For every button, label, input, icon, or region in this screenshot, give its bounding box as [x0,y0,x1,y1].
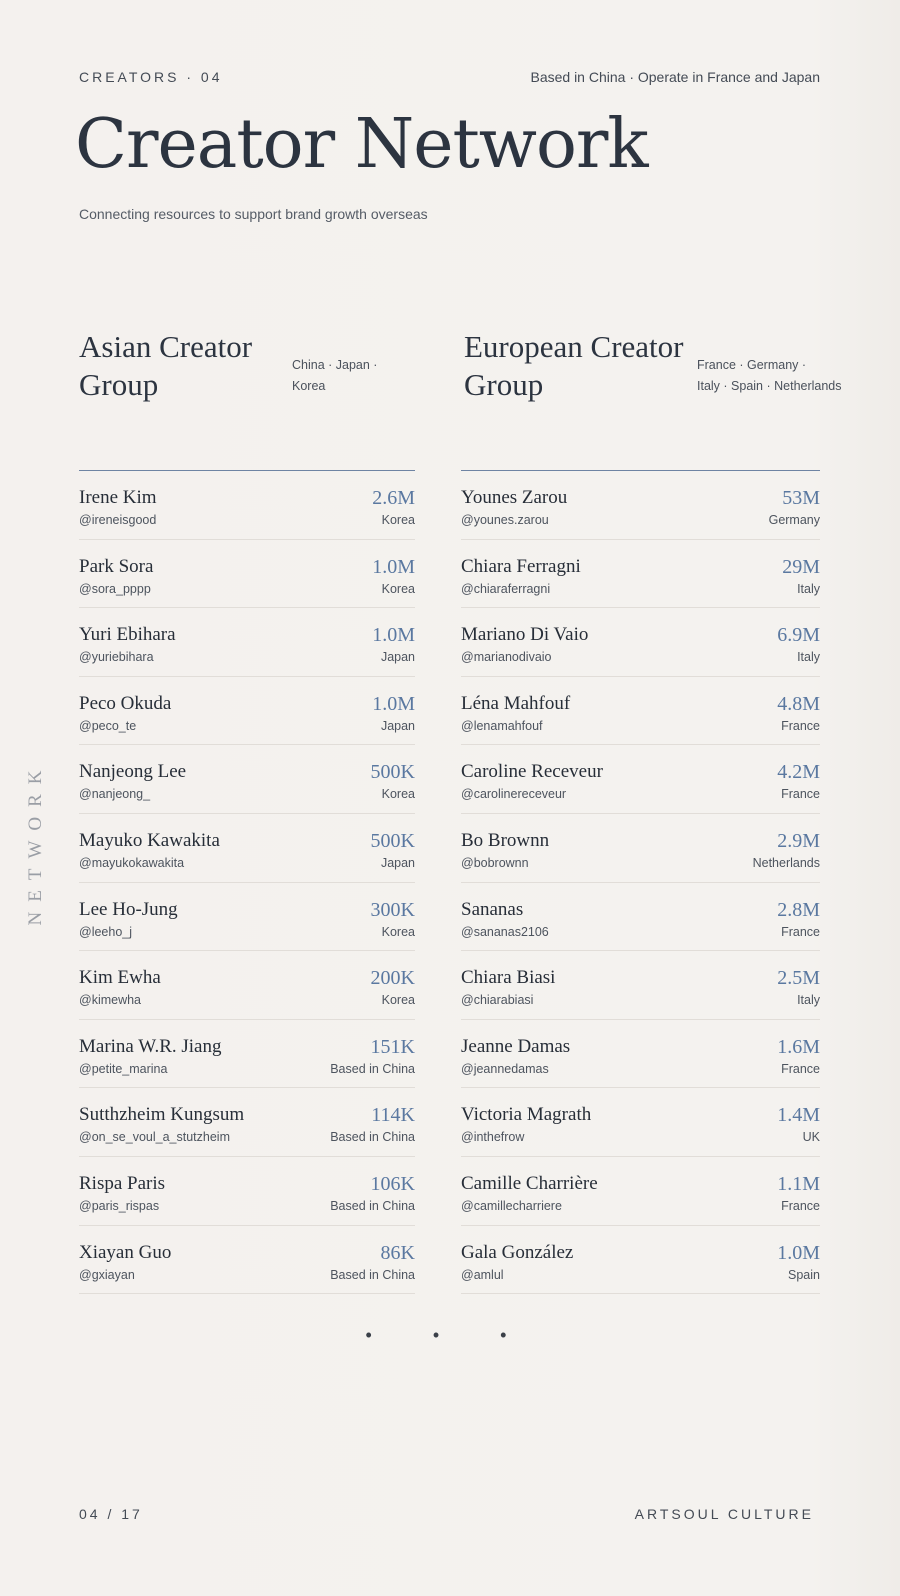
list-item [79,1088,415,1157]
follower-count: 86K [380,1241,415,1264]
list-item [461,814,820,883]
follower-count: 200K [370,967,415,990]
list-item [79,677,415,746]
follower-count: 1.0M [372,624,415,647]
list-item [79,883,415,952]
creator-handle: @leeho_j [79,924,133,939]
creator-handle: @peco_te [79,718,137,733]
creator-handle: @chiarabiasi [461,993,534,1008]
page-subtitle: Connecting resources to support brand growth overseas [79,206,428,222]
follower-count: 2.6M [372,487,415,509]
creator-name: Sananas [461,898,524,920]
follower-count: 1.0M [372,555,415,578]
based-location: Based in China · Operate in France and Japan [530,69,820,85]
creator-name: Sutthzheim Kungsum [79,1104,245,1126]
creator-name: Camille Charrière [461,1172,598,1194]
list-item [79,540,415,609]
page-title: Creator Network [75,105,648,184]
creator-handle: @camillecharriere [461,1198,562,1213]
europe-group-title-line2: Group [464,367,544,402]
list-item [79,471,415,540]
creator-name: Younes Zarou [461,487,568,508]
asia-group-regions [292,355,377,397]
creator-location: France [781,718,820,733]
asia-creator-list [79,470,415,1294]
creator-name: Lee Ho-Jung [79,898,178,920]
europe-regions-line2: Italy · Spain · Netherlands [697,379,842,393]
list-item [79,1226,415,1295]
creator-name: Gala González [461,1241,574,1263]
creator-location: Japan [380,718,415,733]
creator-location: Based in China [330,1061,415,1076]
creator-handle: @on_se_voul_a_stutzheim [79,1130,230,1145]
creator-location: Korea [381,513,415,527]
europe-regions-line1: France · Germany · [697,358,807,372]
creator-handle: @bobrownn [461,855,529,870]
follower-count: 1.1M [777,1172,820,1195]
creator-handle: @chiaraferragni [461,581,551,596]
follower-count: 2.8M [777,898,820,921]
creator-location: Italy [797,650,820,665]
creator-name: Bo Brownn [461,829,550,851]
creator-name: Park Sora [79,555,154,577]
follower-count: 53M [782,487,820,509]
list-item [461,540,820,609]
follower-count: 1.0M [777,1241,820,1264]
creator-location: France [781,1198,820,1213]
follower-count: 1.4M [777,1104,820,1127]
follower-count: 2.5M [777,967,820,990]
creator-location: Korea [381,993,415,1008]
follower-count: 1.6M [777,1035,820,1058]
creator-handle: @carolinereceveur [461,787,567,802]
list-item [461,1020,820,1089]
list-item [461,677,820,746]
asia-regions-line2: Korea [292,379,326,393]
creator-name: Victoria Magrath [461,1104,592,1126]
follower-count: 114K [371,1104,415,1127]
creator-handle: @jeannedamas [461,1061,549,1076]
creator-handle: @petite_marina [79,1061,168,1076]
creator-location: Italy [797,993,820,1008]
creator-location: Korea [381,787,415,802]
creator-location: Based in China [330,1130,415,1145]
creator-name: Chiara Ferragni [461,555,581,577]
europe-group-title-line1: European Creator [464,329,684,364]
follower-count: 151K [370,1035,415,1058]
follower-count: 4.2M [777,761,820,784]
creator-name: Peco Okuda [79,692,172,714]
creator-name: Mariano Di Vaio [461,624,589,646]
list-item [79,1157,415,1226]
creator-handle: @yuriebihara [79,650,154,665]
list-item [461,1157,820,1226]
follower-count: 29M [782,555,820,578]
list-item [461,951,820,1020]
europe-group-title [464,328,683,404]
creator-name: Nanjeong Lee [79,761,187,783]
asia-group-title-line1: Asian Creator [79,329,253,364]
asia-group-title [79,328,252,404]
creator-handle: @younes.zarou [461,513,549,527]
creator-handle: @inthefrow [461,1130,525,1145]
creator-location: Italy [797,581,820,596]
creator-name: Mayuko Kawakita [79,829,220,851]
follower-count: 4.8M [777,692,820,715]
side-label: NETWORK [25,760,46,926]
list-item [461,1226,820,1295]
creator-handle: @marianodivaio [461,650,552,665]
creator-location: France [781,787,820,802]
creator-name: Kim Ewha [79,967,161,989]
creator-name: Léna Mahfouf [461,692,571,714]
creator-handle: @sora_pppp [79,581,151,596]
creator-name: Marina W.R. Jiang [79,1035,222,1057]
creator-name: Caroline Receveur [461,761,603,783]
creator-location: Based in China [330,1198,415,1213]
follower-count: 1.0M [372,692,415,715]
list-item [79,745,415,814]
creator-location: Spain [788,1267,820,1282]
creator-handle: @ireneisgood [79,513,157,527]
follower-count: 300K [370,898,415,921]
asia-group-title-line2: Group [79,367,159,402]
creator-name: Xiayan Guo [79,1241,172,1263]
creator-handle: @kimewha [79,993,142,1008]
follower-count: 106K [370,1172,415,1195]
follower-count: 6.9M [777,624,820,647]
list-item [79,1020,415,1089]
creator-name: Chiara Biasi [461,967,556,989]
follower-count: 500K [370,829,415,852]
creator-location: Korea [381,924,415,939]
list-item [79,814,415,883]
list-item [461,745,820,814]
creator-location: UK [802,1130,820,1145]
creator-location: Korea [381,581,415,596]
creator-handle: @gxiayan [79,1267,135,1282]
eyebrow: CREATORS · 04 [79,69,223,85]
creator-location: Based in China [330,1267,415,1282]
list-item [461,883,820,952]
creator-handle: @lenamahfouf [461,718,543,733]
creator-name: Rispa Paris [79,1172,166,1194]
page-number: 04 / 17 [79,1506,143,1522]
creator-handle: @nanjeong_ [79,787,151,802]
creator-location: Netherlands [752,855,820,870]
list-item [461,608,820,677]
list-item [461,1088,820,1157]
creator-handle: @mayukokawakita [79,855,185,870]
creator-name: Jeanne Damas [461,1035,571,1057]
europe-creator-list [461,470,820,1294]
page-dots: • • • [365,1325,535,1345]
follower-count: 2.9M [777,829,820,852]
asia-regions-line1: China · Japan · [292,358,378,372]
list-item [79,951,415,1020]
follower-count: 500K [370,761,415,784]
creator-location: Japan [380,650,415,665]
creator-location: Germany [768,513,820,527]
creator-name: Yuri Ebihara [79,624,176,646]
europe-group-regions [697,355,842,397]
list-item [461,471,820,540]
creator-handle: @paris_rispas [79,1198,160,1213]
creator-handle: @sananas2106 [461,924,549,939]
list-item [79,608,415,677]
creator-location: France [781,1061,820,1076]
creator-name: Irene Kim [79,487,157,508]
creator-location: France [781,924,820,939]
brand-name: ARTSOUL CULTURE [634,1506,814,1522]
creator-location: Japan [380,855,415,870]
creator-handle: @amlul [461,1267,504,1282]
